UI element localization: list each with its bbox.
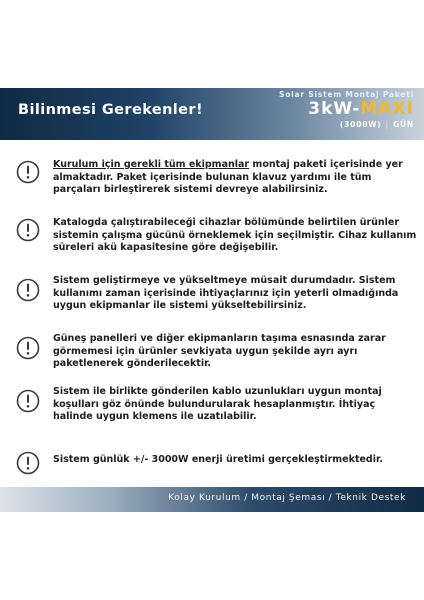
footer-banner xyxy=(0,487,424,512)
day-unit: GÜN xyxy=(393,120,414,129)
exclamation-circle-icon xyxy=(16,451,40,475)
exclamation-circle-icon xyxy=(16,389,40,413)
info-text xyxy=(53,159,418,197)
info-text: Sistem ile birlikte gönderilen kablo uzunlukları uygun montaj koşulları göz önünde bulundurularak hesaplanmıştır. İhtiyaç halinde uygun klemens ile uzatılabilir. xyxy=(53,386,382,422)
info-text-emphasis: Kurulum için gerekli tüm ekipmanlar xyxy=(53,159,250,170)
footer-text: Kolay Kurulum / Montaj Şeması / Teknik Destek xyxy=(168,493,406,503)
daily-output-value: (3000W) xyxy=(339,120,382,129)
separator: | xyxy=(385,120,390,129)
page-title: Bilinmesi Gerekenler! xyxy=(18,102,203,118)
info-text: Katalogda çalıştırabileceği cihazlar bölümünde belirtilen ürünler sistemin çalışma gücünü örneklemek için seçilmiştir. Cihaz kullanım süreleri akü kapasitesine göre değişebilir. xyxy=(53,217,417,253)
header-banner xyxy=(0,88,424,140)
daily-output-label xyxy=(279,120,414,129)
exclamation-circle-icon xyxy=(16,218,40,242)
info-text-body: montaj paketi içerisinde yer almaktadır. Paket içerisinde bulunan klavuz yardımı ile tüm parçaları birleştirerek sistemi devreye alabilirsiniz. xyxy=(53,159,403,195)
capacity-variant: MAXI xyxy=(360,99,414,119)
exclamation-circle-icon xyxy=(16,336,40,360)
package-info xyxy=(279,90,414,129)
info-text: Güneş panelleri ve diğer ekipmanların taşıma esnasında zarar görmemesi için ürünler sevkiyata uygun şekilde ayrı ayrı paketlenerek gönderilecektir. xyxy=(53,333,386,369)
exclamation-circle-icon xyxy=(16,160,40,184)
exclamation-circle-icon xyxy=(16,278,40,302)
info-text: Sistem geliştirmeye ve yükseltmeye müsait durumdadır. Sistem kullanımı zaman içerisinde ihtiyaçlarınız için yeterli olmadığında uygun ekipmanlar ile sistemi yükseltebilirsiniz. xyxy=(53,275,399,311)
package-label: Solar Sistem Montaj Paketi xyxy=(279,90,414,99)
info-text: Sistem günlük +/- 3000W enerji üretimi gerçekleştirmektedir. xyxy=(53,454,383,465)
capacity-value: 3kW- xyxy=(308,99,361,119)
capacity-label xyxy=(279,100,414,118)
